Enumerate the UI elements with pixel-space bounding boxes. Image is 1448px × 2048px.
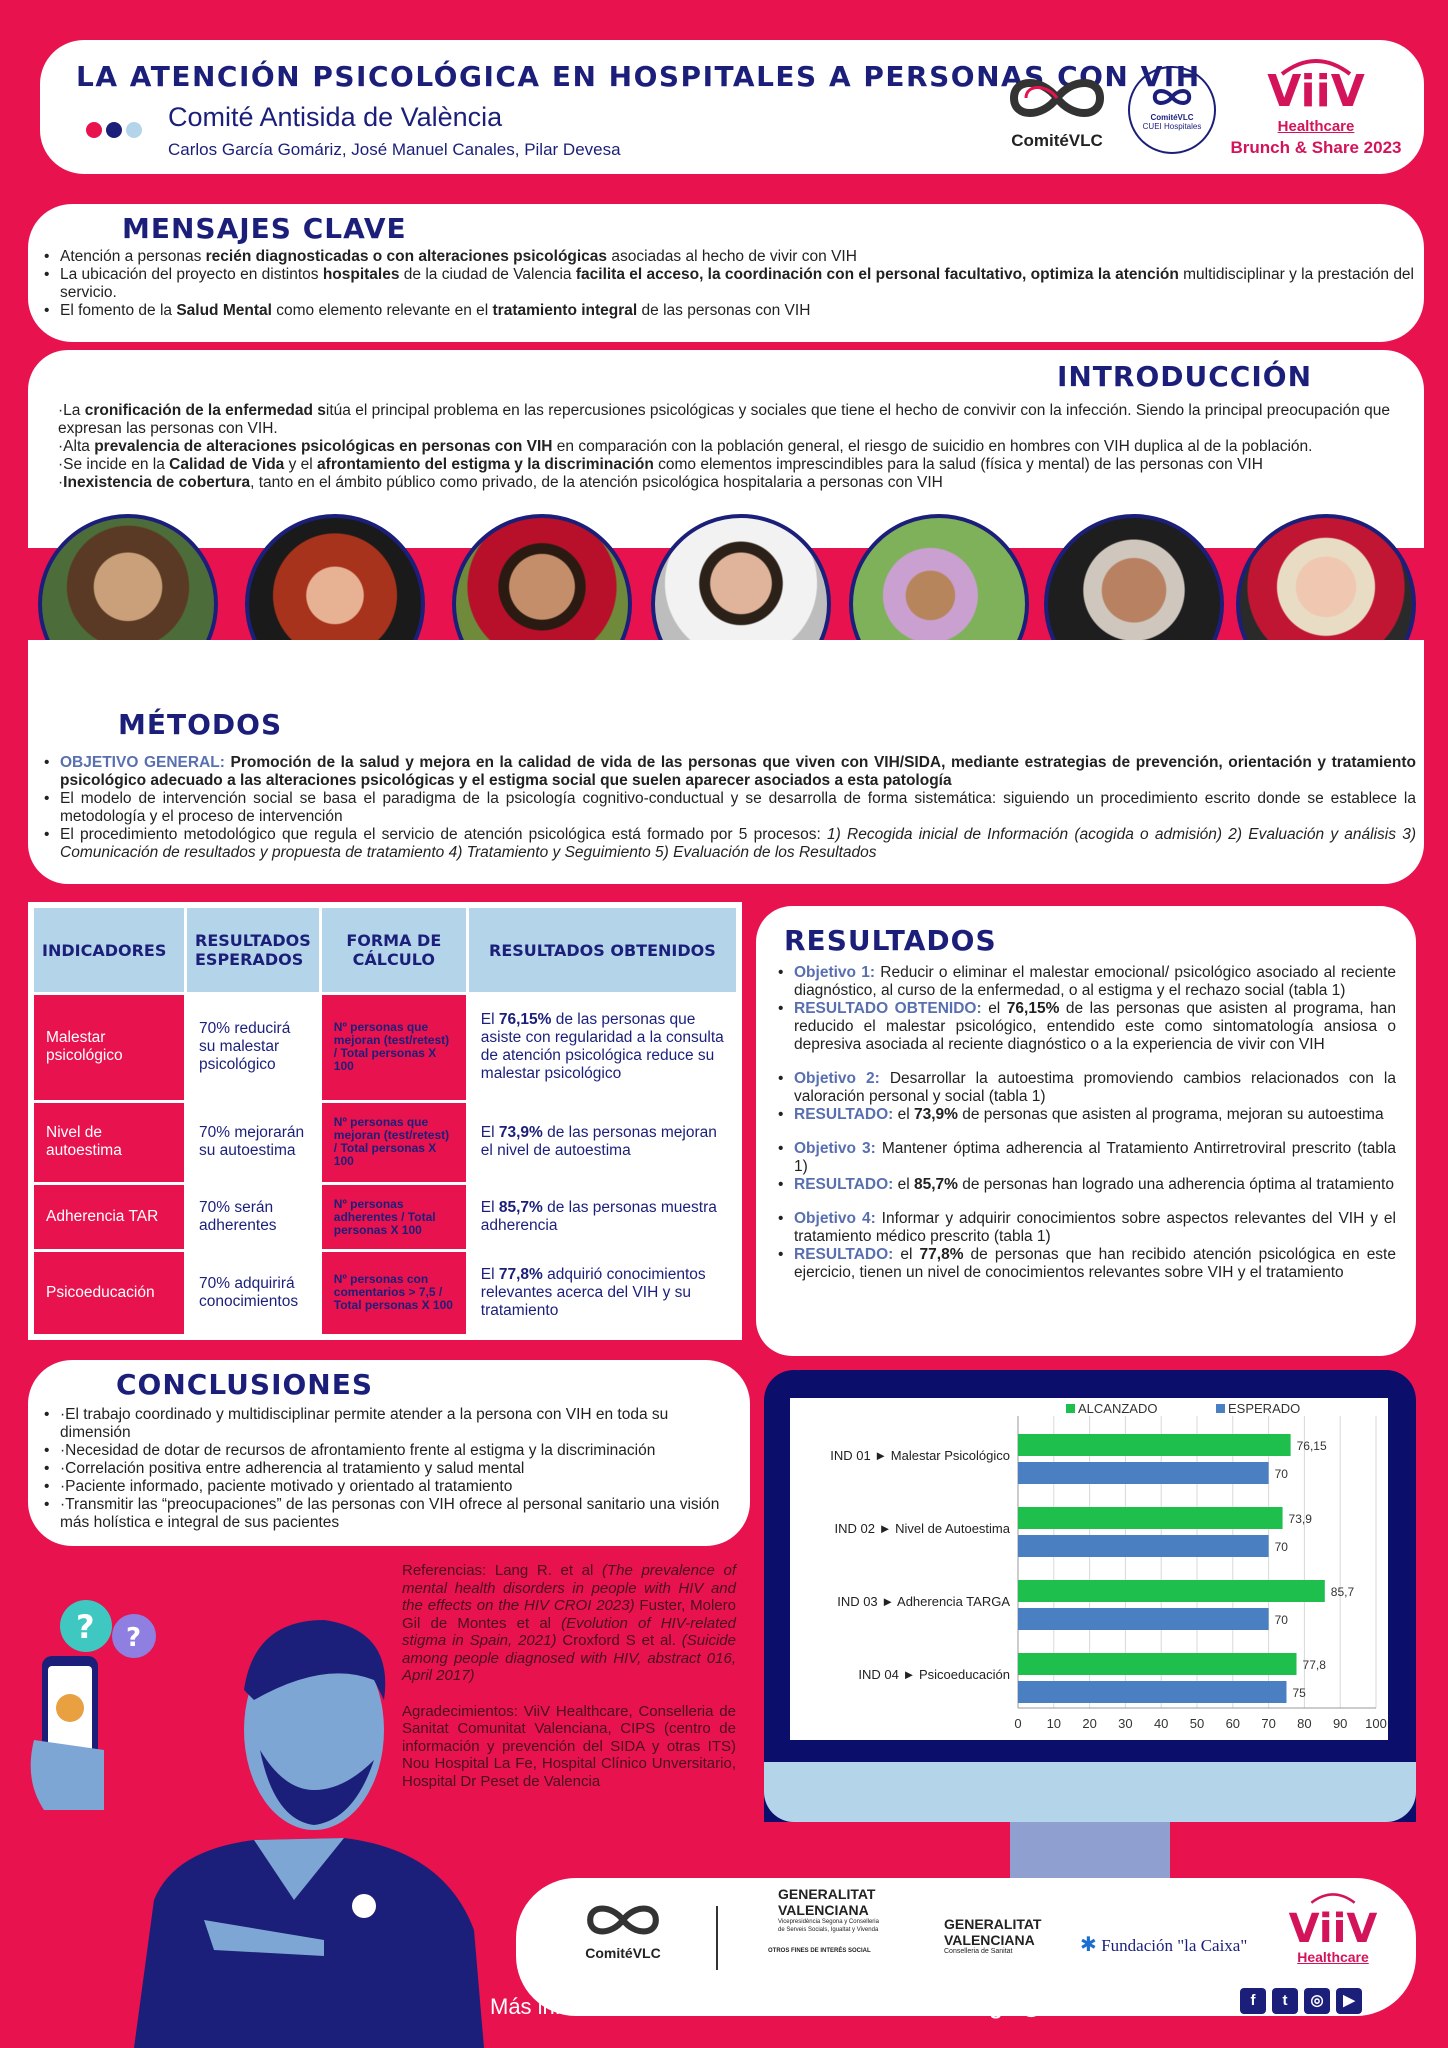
paragraph: ·Inexistencia de cobertura, tanto en el ámbito público como privado, de la atención psicológica hospitalaria a personas con VIH bbox=[58, 474, 943, 491]
x-tick-label: 10 bbox=[1046, 1716, 1062, 1731]
twitter-icon[interactable]: t bbox=[1272, 1988, 1298, 2014]
list-item: • El modelo de intervención social se basa el paradigma de la psicología cognitivo-conductual y se desarrolla de forma sistemática: siguiendo un procedimiento escrito donde se establece la metodología y el proceso de intervención bbox=[42, 790, 1416, 826]
infinity-icon bbox=[1150, 86, 1194, 108]
table-row bbox=[34, 1252, 736, 1334]
results-list bbox=[776, 1210, 1396, 1282]
generalitat-logo bbox=[756, 1886, 886, 1954]
list-item: • ·Paciente informado, paciente motivado y orientado al tratamiento bbox=[42, 1478, 732, 1496]
logo-text: GENERALITAT VALENCIANA bbox=[778, 1886, 876, 1918]
list-item: • RESULTADO: el 73,9% de personas que asisten al programa, mejoran su autoestima bbox=[776, 1106, 1396, 1124]
arc-icon bbox=[1303, 1890, 1363, 1904]
youtube-icon[interactable]: ▶ bbox=[1336, 1988, 1362, 2014]
introduction-text bbox=[58, 402, 1408, 492]
list-item: • Objetivo 4: Informar y adquirir conocimientos sobre aspectos relevantes del VIH y el tratamiento médico prescrito (tabla 1) bbox=[776, 1210, 1396, 1246]
bar-alcanzado bbox=[1018, 1653, 1297, 1675]
list-item: • ·Correlación positiva entre adherencia al tratamiento y salud mental bbox=[42, 1460, 732, 1478]
bar-esperado bbox=[1018, 1535, 1269, 1557]
logo-text: ViiV bbox=[1288, 1906, 1378, 1952]
indicators-table bbox=[28, 902, 742, 1340]
logo-text: OTROS FINES DE INTERÉS SOCIAL bbox=[768, 1948, 871, 1954]
expected-cell: 70% adquirirá conocimientos bbox=[187, 1252, 319, 1334]
viiv-logo bbox=[1278, 1890, 1388, 1965]
results-list bbox=[776, 1140, 1396, 1194]
obtained-cell: El 85,7% de las personas muestra adherencia bbox=[469, 1185, 736, 1249]
logo-text: Healthcare bbox=[1277, 118, 1355, 135]
pin-badge-icon bbox=[352, 1894, 376, 1918]
comitevlc-logo bbox=[1002, 72, 1112, 152]
header-card bbox=[40, 40, 1424, 174]
column-header: INDICADORES bbox=[34, 908, 184, 992]
more-info-label: Más información: bbox=[490, 1994, 664, 2019]
x-tick-label: 0 bbox=[1014, 1716, 1022, 1731]
list-item: • Atención a personas recién diagnosticadas o con alteraciones psicológicas asociadas al hecho de vivir con VIH bbox=[42, 248, 1414, 266]
event-name: Brunch & Share 2023 bbox=[1230, 138, 1402, 157]
data-label: 77,8 bbox=[1302, 1658, 1326, 1672]
logo-text: Fundación "la Caixa" bbox=[1101, 1936, 1248, 1955]
section-title: MÉTODOS bbox=[118, 708, 283, 741]
category-label: IND 02 ► Nivel de Autoestima bbox=[834, 1521, 1010, 1536]
logo-text: CUEI Hospitales bbox=[1142, 122, 1202, 131]
x-tick-label: 50 bbox=[1189, 1716, 1205, 1731]
section-title: CONCLUSIONES bbox=[116, 1368, 374, 1401]
more-info-line: Más información: www.comiteantisidavalencia.org / @ComiteVLC bbox=[490, 1994, 1162, 2019]
paragraph: ·Se incide en la Calidad de Vida y el afrontamiento del estigma y la discriminación como elementos imprescindibles para la salud (física y mental) de las personas con VIH bbox=[58, 456, 1263, 473]
cuei-logo bbox=[1128, 66, 1216, 154]
table-header-row bbox=[34, 908, 736, 992]
social-handle[interactable]: @ComiteVLC bbox=[1021, 1994, 1162, 2019]
section-title: RESULTADOS bbox=[784, 924, 997, 957]
section-title: INTRODUCCIÓN bbox=[1056, 360, 1312, 393]
column-header: FORMA DE CÁLCULO bbox=[322, 908, 466, 992]
category-label: IND 01 ► Malestar Psicológico bbox=[830, 1448, 1010, 1463]
infinity-icon bbox=[1002, 72, 1112, 124]
organization-name: Comité Antisida de València bbox=[168, 102, 503, 132]
indicator-cell: Adherencia TAR bbox=[34, 1185, 184, 1249]
svg-text:?: ? bbox=[76, 1608, 95, 1646]
data-label: 70 bbox=[1274, 1613, 1288, 1627]
monitor-bezel bbox=[764, 1762, 1416, 1822]
poster-title: LA ATENCIÓN PSICOLÓGICA EN HOSPITALES A PERSONAS CON VIH bbox=[76, 60, 1201, 93]
x-tick-label: 100 bbox=[1365, 1716, 1387, 1731]
hand-shape bbox=[31, 1740, 104, 1810]
data-label: 73,9 bbox=[1288, 1512, 1312, 1526]
logo-text: ComitéVLC bbox=[1150, 113, 1194, 122]
list-item: • RESULTADO: el 77,8% de personas que han recibido atención psicológica en este ejercicio, tienen un nivel de conocimientos relevantes sobre VIH y el tratamiento bbox=[776, 1246, 1396, 1282]
legend-label: ESPERADO bbox=[1228, 1401, 1301, 1416]
x-tick-label: 20 bbox=[1082, 1716, 1097, 1731]
conclusions-list bbox=[42, 1406, 732, 1532]
table-row bbox=[34, 995, 736, 1100]
legend-label: ALCANZADO bbox=[1078, 1401, 1158, 1416]
x-tick-label: 40 bbox=[1153, 1716, 1169, 1731]
key-messages-section bbox=[28, 204, 1424, 342]
category-label: IND 04 ► Psicoeducación bbox=[858, 1667, 1010, 1682]
logo-text: ComitéVLC bbox=[1011, 131, 1103, 150]
facebook-icon[interactable]: f bbox=[1240, 1988, 1266, 2014]
obtained-cell: El 73,9% de las personas mejoran el nivel de autoestima bbox=[469, 1103, 736, 1183]
bar-alcanzado bbox=[1018, 1434, 1291, 1456]
authors: Carlos García Gomáriz, José Manuel Canales, Pilar Devesa bbox=[168, 140, 621, 159]
table-row bbox=[34, 1185, 736, 1249]
methods-section bbox=[28, 640, 1424, 884]
generalitat-sanitat-logo bbox=[924, 1916, 1054, 1955]
list-item: • OBJETIVO GENERAL: Promoción de la salud y mejora en la calidad de vida de las personas que viven con VIH/SIDA, mediante estrategias de prevención, orientación y tratamiento psicológico adecuado a las alteraciones psicológicas y el estigma social que suelen aparecer asociados a esta patología bbox=[42, 754, 1416, 790]
indicators-grid bbox=[31, 905, 739, 1337]
dot-decoration bbox=[126, 122, 142, 138]
x-tick-label: 90 bbox=[1332, 1716, 1348, 1731]
bar-esperado bbox=[1018, 1608, 1269, 1630]
formula-cell: Nº personas adherentes / Total personas X 100 bbox=[322, 1185, 466, 1249]
bar-alcanzado bbox=[1018, 1507, 1283, 1529]
logo-text: GENERALITAT VALENCIANA bbox=[944, 1916, 1042, 1948]
list-item: • Objetivo 3: Mantener óptima adherencia al Tratamiento Antirretroviral prescrito (tabla 1) bbox=[776, 1140, 1396, 1176]
x-tick-label: 80 bbox=[1297, 1716, 1312, 1731]
list-item: • ·El trabajo coordinado y multidisciplinar permite atender a la persona con VIH en toda su dimensión bbox=[42, 1406, 732, 1442]
paragraph: ·Alta prevalencia de alteraciones psicológicas en personas con VIH en comparación con la población general, el riesgo de suicidio en hombres con VIH duplica al de la población. bbox=[58, 438, 1313, 455]
x-tick-label: 70 bbox=[1261, 1716, 1276, 1731]
list-item: • El fomento de la Salud Mental como elemento relevante en el tratamiento integral de las personas con VIH bbox=[42, 302, 1414, 320]
indicator-cell: Nivel de autoestima bbox=[34, 1103, 184, 1183]
bar-esperado bbox=[1018, 1462, 1269, 1484]
list-item: • Objetivo 1: Reducir o eliminar el malestar emocional/ psicológico asociado al reciente diagnóstico, al curso de la enfermedad, o al estigma y el rechazo social (tabla 1) bbox=[776, 964, 1396, 1000]
list-item: • ·Necesidad de dotar de recursos de afrontamiento frente al estigma y la discriminación bbox=[42, 1442, 732, 1460]
results-list bbox=[776, 964, 1396, 1054]
data-label: 85,7 bbox=[1330, 1585, 1355, 1599]
legend-swatch bbox=[1066, 1404, 1075, 1413]
list-item: • El procedimiento metodológico que regula el servicio de atención psicológica está formado por 5 procesos: 1) Recogida inicial de Información (acogida o admisión) 2) Evaluación y análisis 3) Comunicación de resultados y propuesta de tratamiento 4) Tratamiento y Seguimiento 5) Evaluación de los Resultados bbox=[42, 826, 1416, 862]
conclusions-section bbox=[28, 1360, 750, 1546]
brain-icon bbox=[56, 1694, 84, 1722]
results-bar-chart bbox=[790, 1398, 1388, 1740]
logo-text: Conselleria de Sanitat bbox=[944, 1948, 1013, 1955]
paragraph: ·La cronificación de la enfermedad sitúa el principal problema en las repercusiones psicológicas y sociales que tiene el hecho de convivir con la infección. Siendo la principal preocupación que expresan las personas con VIH. bbox=[58, 402, 1391, 437]
results-section bbox=[756, 906, 1416, 1356]
methods-list bbox=[42, 754, 1416, 862]
divider bbox=[716, 1906, 718, 1970]
bar-esperado bbox=[1018, 1681, 1287, 1703]
obtained-cell: El 77,8% adquirió conocimientos relevantes acerca del VIH y su tratamiento bbox=[469, 1252, 736, 1334]
viiv-logo bbox=[1226, 54, 1406, 164]
instagram-icon[interactable]: ◎ bbox=[1304, 1988, 1330, 2014]
indicator-cell: Psicoeducación bbox=[34, 1252, 184, 1334]
results-text bbox=[776, 964, 1396, 1282]
logo-text: ViiV bbox=[1267, 66, 1365, 117]
chart-screen bbox=[790, 1398, 1388, 1740]
x-tick-label: 60 bbox=[1225, 1716, 1241, 1731]
logo-text: ComitéVLC bbox=[585, 1945, 661, 1961]
data-label: 70 bbox=[1274, 1467, 1288, 1481]
data-label: 70 bbox=[1274, 1540, 1288, 1554]
la-caixa-logo bbox=[1080, 1932, 1247, 1957]
references-text: Referencias: Lang R. et al (The prevalence of mental health disorders in people with HIV and the effects on the HIV CROI 2023) Fuster, Molero Gil de Montes et al (Evolution of HIV-related stigma in Spain, 2021) Croxford S et al. (Suicide among people diagnosed with HIV, abstract 016, April 2017) bbox=[402, 1562, 736, 1684]
website-link[interactable]: www.comiteantisidavalencia.org bbox=[663, 1994, 1003, 2019]
indicator-cell: Malestar psicológico bbox=[34, 995, 184, 1100]
section-title: MENSAJES CLAVE bbox=[122, 212, 407, 245]
formula-cell: Nº personas que mejoran (test/retest) / Total personas X 100 bbox=[322, 1103, 466, 1183]
star-icon: ✱ bbox=[1080, 1934, 1097, 1956]
formula-cell: Nº personas que mejoran (test/retest) / Total personas X 100 bbox=[322, 995, 466, 1100]
dot-decoration bbox=[106, 122, 122, 138]
column-header: RESULTADOS ESPERADOS bbox=[187, 908, 319, 992]
comitevlc-logo bbox=[578, 1900, 668, 1961]
legend-swatch bbox=[1216, 1404, 1225, 1413]
logo-text: Vicepresidència Segona y Conselleria de Serveis Socials, Igualtat y Vivenda bbox=[778, 1919, 879, 1933]
logo-text: Healthcare bbox=[1297, 1949, 1369, 1965]
list-item: • Objetivo 2: Desarrollar la autoestima promoviendo cambios relacionados con la valoración personal y social (tabla 1) bbox=[776, 1070, 1396, 1106]
results-list bbox=[776, 1070, 1396, 1124]
bar-alcanzado bbox=[1018, 1580, 1325, 1602]
column-header: RESULTADOS OBTENIDOS bbox=[469, 908, 736, 992]
acknowledgements-text: Agradecimientos: ViiV Healthcare, Conselleria de Sanitat Comunitat Valenciana, CIPS (centro de información y prevención del SIDA y otras ITS) Nou Hospital La Fe, Hospital Clínico Unversitario, Hospital Dr Peset de Valencia bbox=[402, 1702, 736, 1790]
expected-cell: 70% mejorarán su autoestima bbox=[187, 1103, 319, 1183]
references bbox=[402, 1562, 736, 1790]
list-item: • La ubicación del proyecto en distintos hospitales de la ciudad de Valencia facilita el acceso, la coordinación con el personal facultativo, optimiza la atención multidisciplinar y la prestación del servicio. bbox=[42, 266, 1414, 302]
formula-cell: Nº personas con comentarios > 7,5 / Total personas X 100 bbox=[322, 1252, 466, 1334]
infinity-icon bbox=[581, 1900, 665, 1940]
list-item: • RESULTADO OBTENIDO: el 76,15% de las personas que asisten al programa, han reducido el malestar psicológico, entendido este como sintomatología ansiosa o depresiva asociada al reciente diagnóstico o a la experiencia de vivir con VIH bbox=[776, 1000, 1396, 1054]
table-row bbox=[34, 1103, 736, 1183]
key-messages-list bbox=[42, 248, 1414, 320]
dot-decoration bbox=[86, 122, 102, 138]
svg-text:?: ? bbox=[126, 1623, 142, 1653]
expected-cell: 70% serán adherentes bbox=[187, 1185, 319, 1249]
expected-cell: 70% reducirá su malestar psicológico bbox=[187, 995, 319, 1100]
list-item: • RESULTADO: el 85,7% de personas han logrado una adherencia óptima al tratamiento bbox=[776, 1176, 1396, 1194]
x-tick-label: 30 bbox=[1118, 1716, 1133, 1731]
list-item: • ·Transmitir las “preocupaciones” de las personas con VIH ofrece al personal sanitario una visión más holística e integral de sus pacientes bbox=[42, 1496, 732, 1532]
data-label: 75 bbox=[1292, 1686, 1306, 1700]
obtained-cell: El 76,15% de las personas que asiste con regularidad a la consulta de atención psicológica reduce su malestar psicológico bbox=[469, 995, 736, 1100]
category-label: IND 03 ► Adherencia TARGA bbox=[837, 1594, 1010, 1609]
data-label: 76,15 bbox=[1296, 1439, 1327, 1453]
